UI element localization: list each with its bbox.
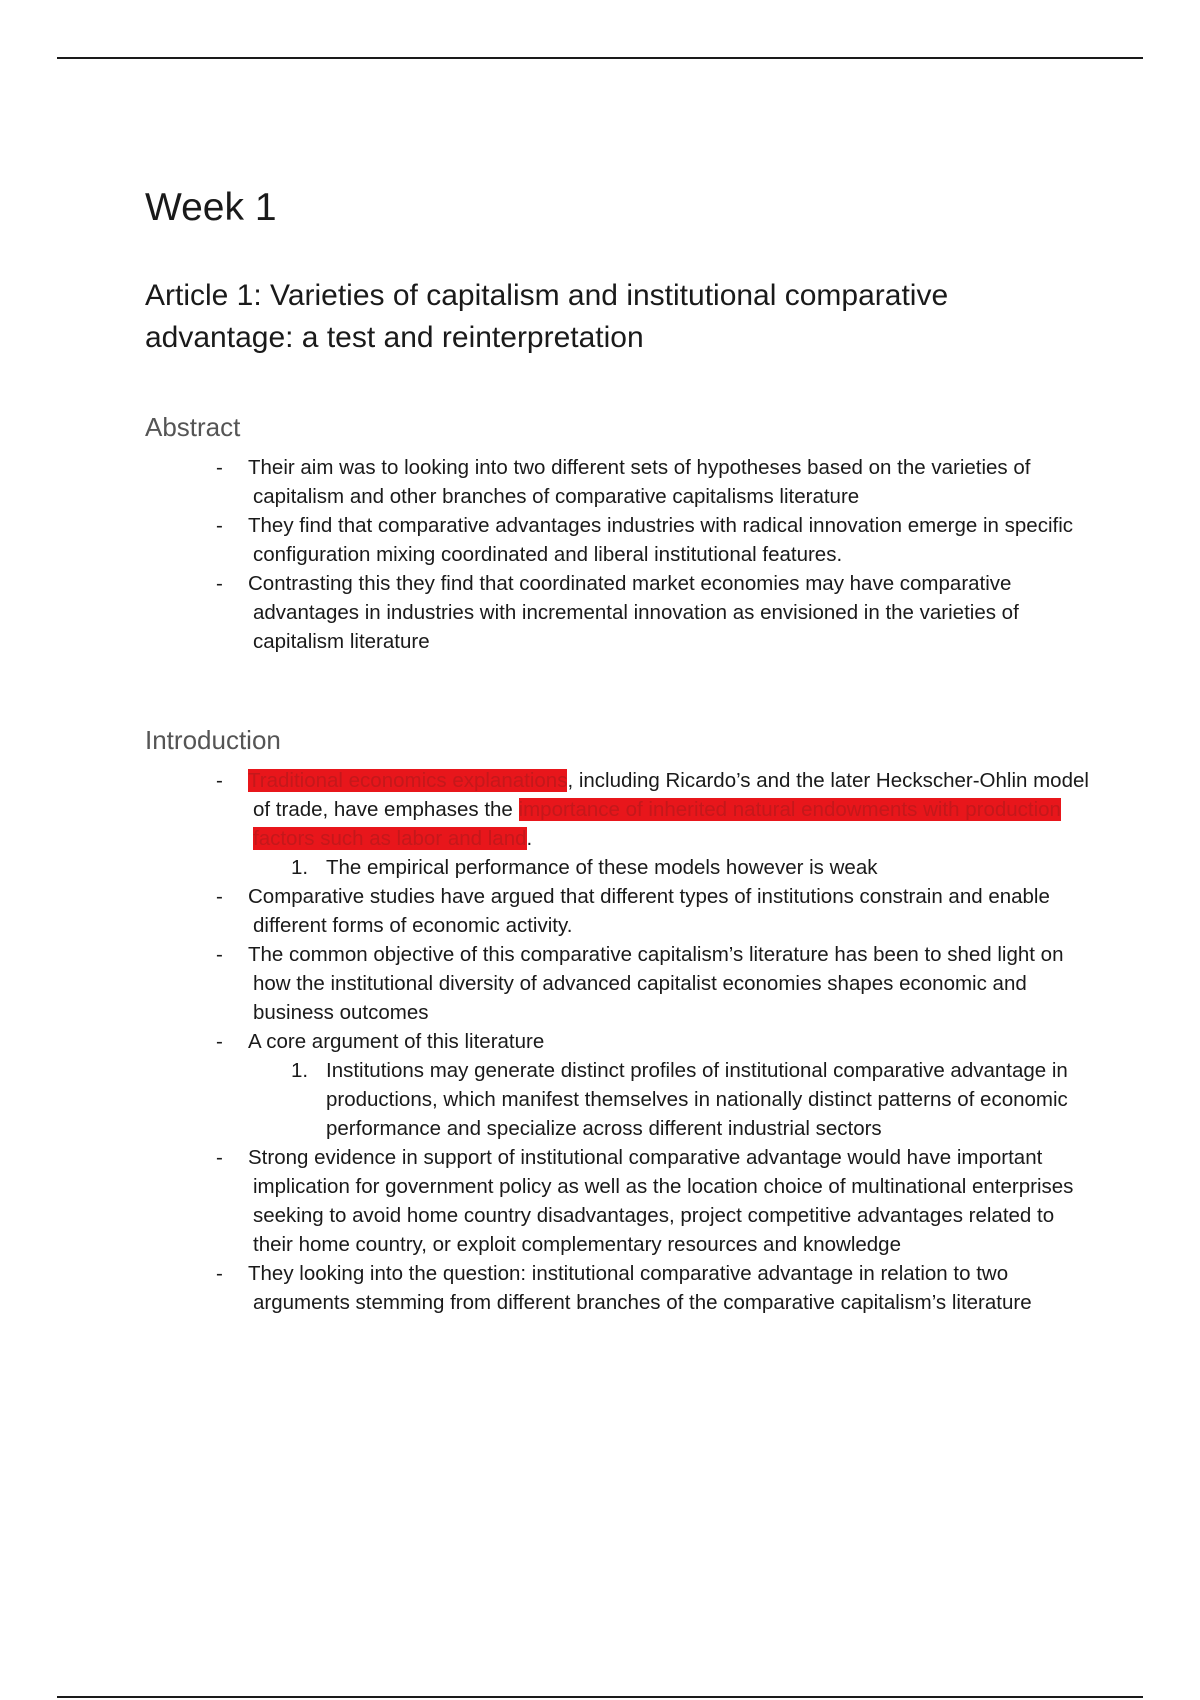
article-title: Article 1: Varieties of capitalism and institutional comparative advantage: a test and reinterpretation bbox=[145, 279, 949, 354]
bullet-dash: - bbox=[216, 1030, 223, 1053]
intro-subitem bbox=[145, 1056, 1095, 1143]
abstract-bullet-text: Their aim was to looking into two different sets of hypotheses based on the varieties of capitalism and other branches of comparative capitalisms literature bbox=[248, 456, 1031, 508]
bullet-text-segment: , including Ricardo’s and the later Heckscher-Ohlin model of trade, have emphases the bbox=[253, 769, 1089, 821]
subitem-number: 1. bbox=[291, 856, 309, 879]
bottom-rule bbox=[57, 1696, 1143, 1698]
bullet-dash: - bbox=[216, 456, 223, 479]
top-rule bbox=[57, 57, 1143, 59]
highlighted-text: Traditional economics explanations bbox=[248, 769, 568, 792]
abstract-bullet bbox=[145, 511, 1095, 569]
intro-bullet-text: Strong evidence in support of institutional comparative advantage would have important implication for government policy as well as the location choice of multinational enterprises seeking to avoid home country disadvantages, project competitive advantages related to their home country, or exploit complementary resources and knowledge bbox=[248, 1146, 1074, 1256]
intro-bullet bbox=[145, 1143, 1095, 1259]
intro-bullet bbox=[145, 1259, 1095, 1317]
intro-bullet bbox=[145, 1027, 1095, 1056]
abstract-bullet-text: Contrasting this they find that coordinated market economies may have comparative advantages in industries with incremental innovation as envisioned in the varieties of capitalism literature bbox=[248, 572, 1019, 653]
abstract-heading: Abstract bbox=[145, 412, 241, 442]
intro-subitem bbox=[145, 853, 1095, 882]
intro-bullet-text bbox=[248, 766, 1095, 853]
intro-bullet-text: The common objective of this comparative capitalism’s literature has been to shed light on how the institutional diversity of advanced capitalist economies shapes economic and business outcomes bbox=[248, 943, 1064, 1024]
subitem-text: Institutions may generate distinct profiles of institutional comparative advantage in productions, which manifest themselves in nationally distinct patterns of economic performance and specialize across different industrial sectors bbox=[326, 1059, 1068, 1140]
intro-bullet-text: Comparative studies have argued that different types of institutions constrain and enable different forms of economic activity. bbox=[248, 885, 1050, 937]
bullet-dash: - bbox=[216, 943, 223, 966]
bullet-dash: - bbox=[216, 769, 223, 792]
bullet-text-segment: . bbox=[526, 827, 533, 850]
intro-bullet-text: A core argument of this literature bbox=[248, 1030, 545, 1053]
abstract-bullet-text: They find that comparative advantages industries with radical innovation emerge in specific configuration mixing coordinated and liberal institutional features. bbox=[248, 514, 1073, 566]
abstract-bullet bbox=[145, 569, 1095, 656]
abstract-bullet bbox=[145, 453, 1095, 511]
intro-bullet bbox=[145, 766, 1095, 853]
intro-bullet bbox=[145, 940, 1095, 1027]
highlighted-text: importance of inherited natural endowments with production factors such as labor and land bbox=[253, 798, 1061, 850]
subitem-number: 1. bbox=[291, 1059, 309, 1082]
intro-bullet bbox=[145, 882, 1095, 940]
bullet-dash: - bbox=[216, 1262, 223, 1285]
introduction-list bbox=[145, 766, 1095, 1317]
intro-bullet-text: They looking into the question: institutional comparative advantage in relation to two arguments stemming from different branches of the comparative capitalism’s literature bbox=[248, 1262, 1032, 1314]
bullet-dash: - bbox=[216, 885, 223, 908]
abstract-list bbox=[145, 453, 1095, 656]
bullet-dash: - bbox=[216, 572, 223, 595]
introduction-heading: Introduction bbox=[145, 725, 281, 755]
subitem-text: The empirical performance of these models however is weak bbox=[326, 856, 878, 879]
week-title: Week 1 bbox=[145, 186, 277, 229]
bullet-dash: - bbox=[216, 514, 223, 537]
bullet-dash: - bbox=[216, 1146, 223, 1169]
